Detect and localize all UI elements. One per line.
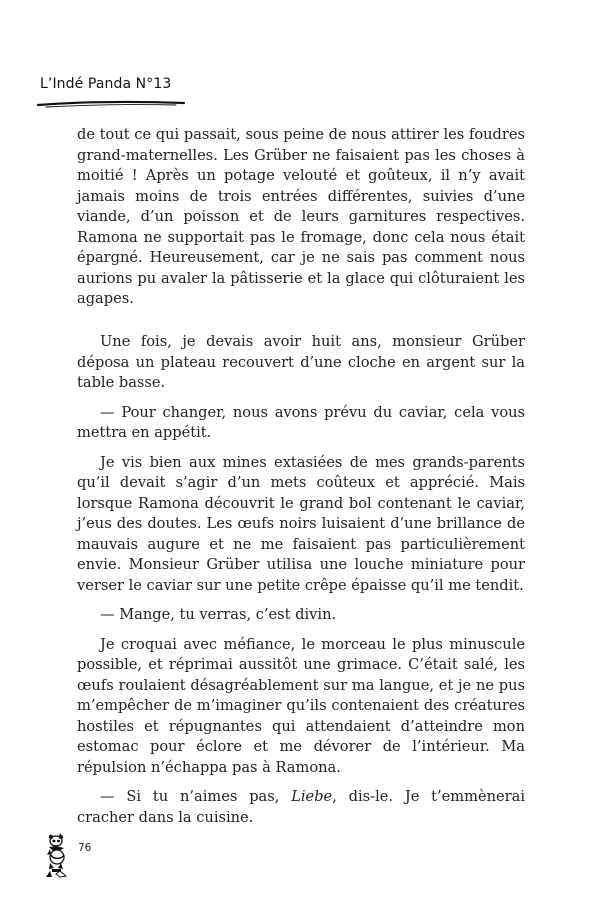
- panda-logo-icon: [44, 833, 76, 879]
- dialogue-line: — Mange, tu verras, c’est divin.: [100, 606, 337, 623]
- page-number: 76: [78, 842, 92, 854]
- text-block-main: [77, 332, 525, 837]
- text-block-continuation: [77, 125, 525, 319]
- paragraph: Je vis bien aux mines extasiées de mes grands-parents qu’il devait s’agir d’un mets coûteux et apprécié. Mais lorsque Ramona découvrit le grand bol contenant le caviar, j’eus des doutes. Les œufs noirs luisaient d’une brillance de mauvais augure et ne me faisaient pas particulièrement envie. Monsieur Grüber utilisa une louche miniature pour verser le caviar sur une petite crêpe épaisse qu’il me tendit.: [77, 453, 525, 594]
- paragraph: Je croquai avec méfiance, le morceau le plus minuscule possible, et réprimai aussitôt une grimace. C’était salé, les œufs roulaient désagréablement sur ma langue, et je ne pus m’empêcher de m’imaginer qu’ils contenaient des créatures hostiles et répugnantes qui attendaient d’atteindre mon estomac pour éclore et me dévorer de l’intérieur. Ma répulsion n’échappa pas à Ramona.: [77, 635, 525, 776]
- paragraph: de tout ce qui passait, sous peine de nous attirer les foudres grand-maternelles. Les Grüber ne faisaient pas les choses à moitié ! Après un potage velouté et goûteux, il n’y avait jamais moins de trois entrées différentes, suivies d’une viande, d’un poisson et de leurs garnitures respectives. Ramona ne supportait pas le fromage, donc cela nous était épargné. Heureusement, car je ne sais pas comment nous aurions pu avaler la pâtisserie et la glace qui clôturaient les agapes.: [77, 126, 525, 307]
- dialogue-text: , dis-le. Je t’emmènerai cracher dans la cuisine.: [77, 788, 525, 826]
- header-brush-underline: [36, 96, 186, 112]
- paragraph: Une fois, je devais avoir huit ans, monsieur Grüber déposa un plateau recouvert d’une cloche en argent sur la table basse.: [77, 333, 525, 391]
- emphasis-word: Liebe: [291, 788, 333, 805]
- running-header: L’Indé Panda N°13: [40, 76, 172, 92]
- dialogue-text: — Si tu n’aimes pas,: [100, 788, 292, 805]
- dialogue-line: [77, 787, 525, 828]
- dialogue-line: — Pour changer, nous avons prévu du caviar, cela vous mettra en appétit.: [77, 403, 525, 441]
